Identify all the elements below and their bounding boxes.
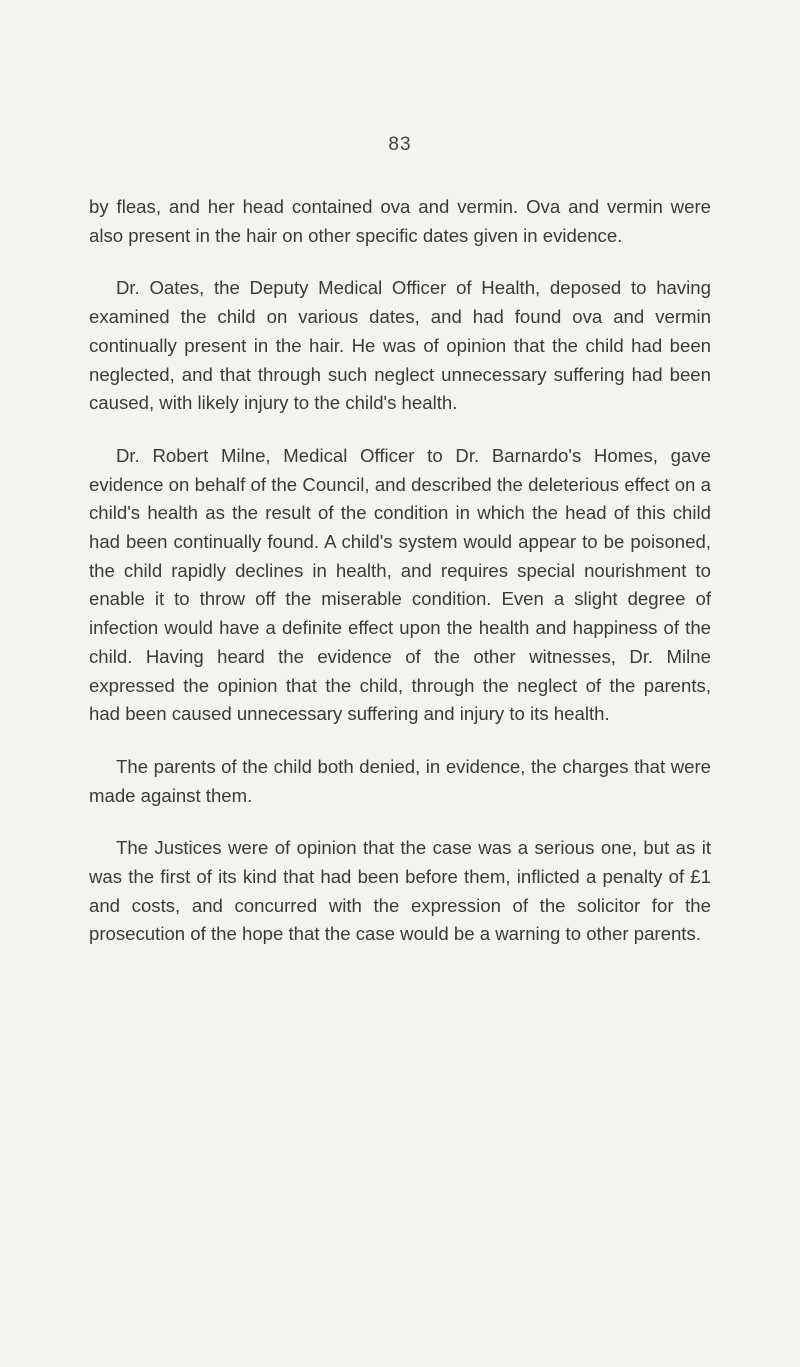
paragraph-5: The Justices were of opinion that the case was a serious one, but as it was the first of its kind that had been before them, inflicted a penalty of £1 and costs, and concurred with the expression of the solicitor for the prosecution of the hope that the case would be a warning to other parents. [89,837,711,945]
paragraph-4: The parents of the child both denied, in evidence, the charges that were made against them. [89,755,711,806]
body-text [89,193,711,949]
paragraph-3: Dr. Robert Milne, Medical Officer to Dr. Barnardo's Homes, gave evidence on behalf of the Council, and described the deleterious effect on a child's health as the result of the condition in which the head of this child had been continually found. A child's system would appear to be poisoned, the child rapidly declines in health, and requires special nourishment to enable it to throw off the miserable condition. Even a slight degree of infection would have a definite effect upon the health and happiness of the child. Having heard the evidence of the other witnesses, Dr. Milne expressed the opinion that the child, through the neglect of the parents, had been caused unnecessary suffering and injury to its health. [89,444,711,725]
paragraph-1: by fleas, and her head contained ova and vermin. Ova and vermin were also present in the hair on other specific dates given in evidence. [89,196,711,246]
page-number: 83 [388,134,412,155]
paragraph-2: Dr. Oates, the Deputy Medical Officer of Health, deposed to having examined the child on various dates, and had found ova and vermin continually present in the hair. He was of opinion that the child had been neglected, and that through such neglect unnecessary suffering had been caused, with likely injury to the child's health. [89,277,711,414]
